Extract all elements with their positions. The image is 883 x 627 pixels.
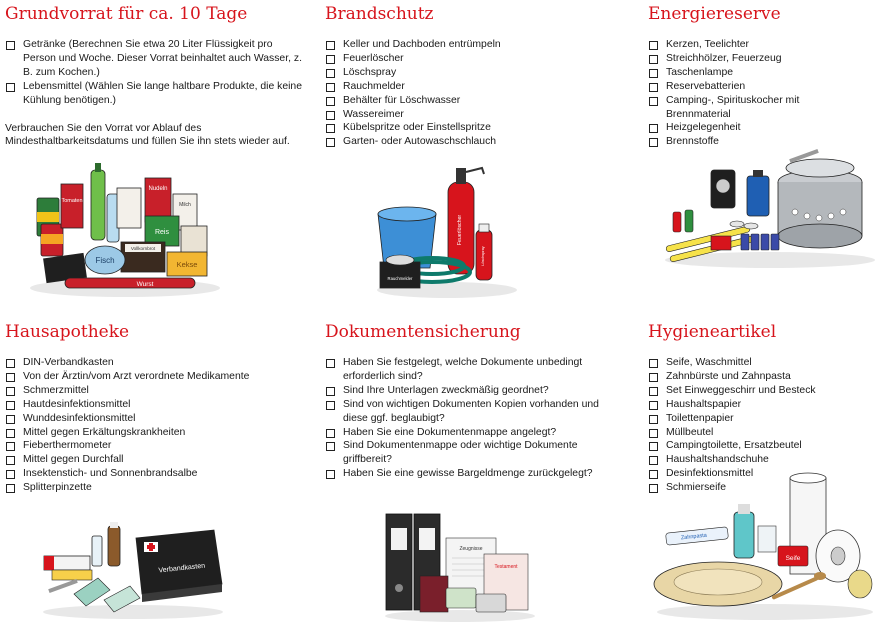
checklist-item: Campingtoilette, Ersatzbeutel — [648, 439, 880, 453]
label-fisch: Fisch — [95, 256, 115, 265]
checklist-item: Schmerzmittel — [5, 384, 305, 398]
checklist-item: Brennstoffe — [648, 135, 823, 149]
checklist-item: Haben Sie eine gewisse Bargeldmenge zurückgelegt? — [325, 467, 615, 481]
label-reis: Reis — [154, 229, 170, 236]
checklist-item: Behälter für Löschwasser — [325, 94, 625, 108]
checklist-item: Keller und Dachboden entrümpeln — [325, 38, 625, 52]
label-testament: Testament — [494, 564, 518, 570]
checklist-item: Lebensmittel (Wählen Sie lange haltbare Produkte, die keine Kühlung benötigen.) — [5, 80, 305, 108]
label-seife: Seife — [785, 555, 801, 562]
checklist-item: Camping-, Spirituskocher mit Brennmaterial — [648, 94, 823, 122]
section-title-dokumente: Dokumentensicherung — [325, 322, 521, 342]
checklist-item: Fieberthermometer — [5, 439, 305, 453]
checklist-item: Zahnbürste und Zahnpasta — [648, 370, 880, 384]
section-brandschutz — [325, 4, 625, 149]
checklist-brandschutz — [325, 38, 625, 149]
hygiene-illustration — [650, 472, 880, 622]
checklist-item: Von der Ärztin/vom Arzt verordnete Medikamente — [5, 370, 305, 384]
checklist-item: Streichhölzer, Feuerzeug — [648, 52, 823, 66]
checklist-item: Rauchmelder — [325, 80, 625, 94]
label-nudeln: Nudeln — [148, 186, 168, 192]
checklist-item: Haben Sie eine Dokumentenmappe angelegt? — [325, 426, 615, 440]
checklist-grundvorrat — [5, 38, 305, 108]
section-title-hausapotheke: Hausapotheke — [5, 322, 130, 342]
label-rauchmelder: Rauchmelder — [387, 276, 413, 281]
section-title-energie: Energiereserve — [648, 4, 781, 24]
checklist-item: Müllbeutel — [648, 426, 880, 440]
label-verbandkasten: Verbandkasten — [158, 562, 206, 575]
checklist-item: Seife, Waschmittel — [648, 356, 880, 370]
section-hausapotheke — [5, 322, 305, 495]
section-title-brandschutz: Brandschutz — [325, 4, 434, 24]
section-dokumente — [325, 322, 615, 481]
checklist-item: Heizgelegenheit — [648, 121, 823, 135]
checklist-item: Splitterpinzette — [5, 481, 305, 495]
checklist-item: Mittel gegen Durchfall — [5, 453, 305, 467]
documents-illustration — [380, 508, 540, 623]
section-grundvorrat — [5, 4, 305, 149]
checklist-item: Taschenlampe — [648, 66, 823, 80]
label-tomaten: Tomaten — [61, 198, 83, 204]
checklist-item: Garten- oder Autowaschschlauch — [325, 135, 625, 149]
checklist-item: Löschspray — [325, 66, 625, 80]
checklist-item: DIN-Verbandkasten — [5, 356, 305, 370]
checklist-energie — [648, 38, 823, 149]
checklist-item: Set Einweggeschirr und Besteck — [648, 384, 880, 398]
checklist-item: Haushaltspapier — [648, 398, 880, 412]
food-supplies-illustration — [25, 160, 225, 300]
checklist-item: Wassereimer — [325, 108, 625, 122]
checklist-item: Haben Sie festgelegt, welche Dokumente unbedingt erforderlich sind? — [325, 356, 615, 384]
checklist-item: Kerzen, Teelichter — [648, 38, 823, 52]
section-energie — [648, 4, 880, 149]
checklist-item: Kübelspritze oder Einstellspritze — [325, 121, 625, 135]
checklist-item: Toilettenpapier — [648, 412, 880, 426]
label-vollkornbrot: Vollkornbrot — [130, 246, 156, 251]
checklist-item: Hautdesinfektionsmittel — [5, 398, 305, 412]
label-zahnpasta: Zahnpasta — [680, 532, 708, 542]
fire-protection-illustration — [372, 160, 522, 300]
checklist-item: Reservebatterien — [648, 80, 823, 94]
checklist-dokumente — [325, 356, 615, 481]
checklist-item: Sind Dokumentenmappe oder wichtige Dokumente griffbereit? — [325, 439, 615, 467]
storage-note: Verbrauchen Sie den Vorrat vor Ablauf des Mindesthaltbarkeitsdatums und füllen Sie ihn stets wieder auf. — [5, 122, 290, 148]
checklist-item: Sind von wichtigen Dokumenten Kopien vorhanden und diese ggf. beglaubigt? — [325, 398, 615, 426]
checklist-item: Haushaltshandschuhe — [648, 453, 880, 467]
checklist-item: Wunddesinfektionsmittel — [5, 412, 305, 426]
checklist-item: Schmierseife — [648, 481, 880, 495]
section-title-hygiene: Hygieneartikel — [648, 322, 777, 342]
checklist-item: Getränke (Berechnen Sie etwa 20 Liter Flüssigkeit pro Person und Woche. Dieser Vorrat beinhaltet auch Wasser, z. B. zum Kochen.) — [5, 38, 305, 80]
checklist-item: Desinfektionsmittel — [648, 467, 880, 481]
first-aid-illustration — [38, 520, 228, 620]
label-zeugnisse: Zeugnisse — [459, 546, 483, 552]
label-milch: Milch — [179, 202, 191, 208]
section-title-grundvorrat: Grundvorrat für ca. 10 Tage — [5, 4, 248, 24]
checklist-item: Sind Ihre Unterlagen zweckmäßig geordnet? — [325, 384, 615, 398]
label-loeschspray: Löschspray — [481, 246, 485, 266]
checklist-item: Feuerlöscher — [325, 52, 625, 66]
label-kekse: Kekse — [176, 260, 198, 269]
label-wurst: Wurst — [136, 281, 154, 288]
checklist-item: Insektenstich- und Sonnenbrandsalbe — [5, 467, 305, 481]
energy-supplies-illustration — [655, 140, 880, 270]
checklist-hausapotheke — [5, 356, 305, 495]
section-hygiene — [648, 322, 880, 495]
checklist-item: Mittel gegen Erkältungskrankheiten — [5, 426, 305, 440]
label-feuerloescher: Feuerlöscher — [457, 214, 463, 246]
